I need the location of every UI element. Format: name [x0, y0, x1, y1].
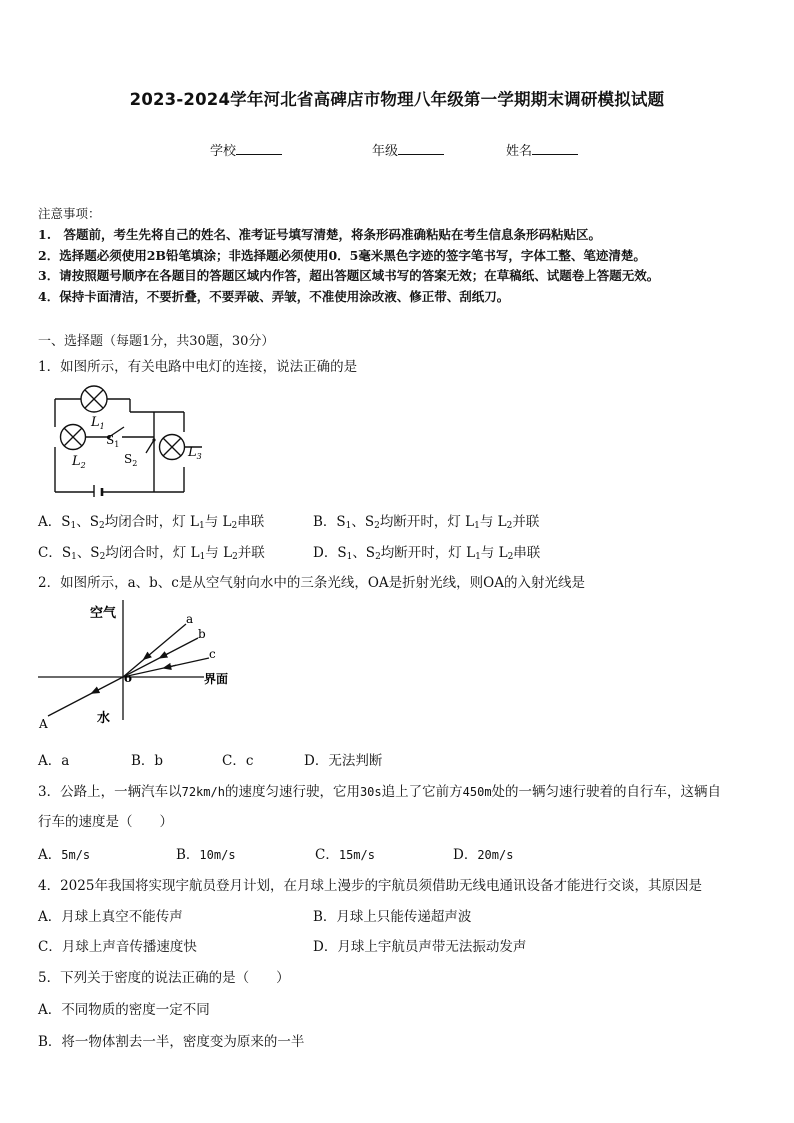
label-s1: $S_1$ — [106, 433, 120, 449]
q3-stem-line1: 3．公路上，一辆汽车以72km/h的速度匀速行驶，它用30s追上了它前方450m处的一辆匀速行驶着的自行车，这辆自 — [38, 784, 722, 800]
lamp-l1-icon — [81, 386, 107, 412]
q4-option-c: C．月球上声音传播速度快 — [38, 939, 197, 955]
label-b: b — [198, 627, 206, 641]
grade-label: 年级 — [372, 144, 399, 159]
lamp-l3-icon — [160, 435, 185, 460]
label-c: c — [209, 647, 216, 661]
lamp-l2-icon — [61, 425, 86, 450]
q3-option-c: C．15m/s — [315, 847, 375, 863]
label-water: 水 — [97, 711, 111, 726]
label-a: a — [186, 612, 194, 626]
q2-refraction-figure — [36, 600, 236, 735]
q3-stem-line2: 行车的速度是（ ） — [38, 814, 173, 830]
q1-option-c: C．$S_1$、$S_2$均闭合时，灯 $L_1$与 $L_2$并联 — [38, 545, 265, 562]
q1-circuit-figure — [44, 382, 224, 497]
q4-stem: 4．2025年我国将实现宇航员登月计划，在月球上漫步的宇航员须借助无线电通讯设备才能进行交谈，其原因是 — [38, 878, 702, 894]
note-item: 1. 答题前，考生先将自己的姓名、准考证号填写清楚，将条形码准确粘贴在考生信息条形码粘贴区。 — [38, 227, 602, 242]
label-l1: $L_1$ — [91, 415, 105, 431]
q5-option-a: A．不同物质的密度一定不同 — [38, 1002, 210, 1018]
label-l3: $L_3$ — [188, 445, 202, 461]
name-blank — [532, 144, 578, 155]
name-label: 姓名 — [506, 144, 533, 159]
q4-option-b: B．月球上只能传递超声波 — [313, 909, 472, 925]
q5-option-b: B．将一物体割去一半，密度变为原来的一半 — [38, 1034, 305, 1050]
q2-option-b: B．b — [131, 753, 164, 769]
label-s2: $S_2$ — [124, 452, 138, 468]
name-field — [506, 140, 578, 159]
q1-stem: 1．如图所示，有关电路中电灯的连接，说法正确的是 — [38, 359, 358, 375]
q2-option-a: A．a — [38, 753, 70, 769]
q3-option-a: A．5m/s — [38, 847, 91, 863]
q3-option-b: B．10m/s — [176, 847, 236, 863]
label-interface: 界面 — [204, 672, 229, 686]
label-l2: $L_2$ — [72, 454, 86, 470]
q1-option-b: B．$S_1$、$S_2$均断开时，灯 $L_1$与 $L_2$并联 — [313, 514, 540, 531]
school-field — [210, 140, 282, 159]
q5-stem: 5．下列关于密度的说法正确的是（ ） — [38, 970, 290, 986]
q2-option-c: C．c — [222, 753, 254, 769]
q1-option-d: D．$S_1$、$S_2$均断开时，灯 $L_1$与 $L_2$串联 — [313, 545, 541, 562]
page-title: 2023-2024学年河北省高碑店市物理八年级第一学期期末调研模拟试题 — [129, 90, 665, 109]
label-air: 空气 — [90, 606, 117, 621]
q4-option-a: A．月球上真空不能传声 — [38, 909, 183, 925]
q2-stem: 2．如图所示，a、b、c是从空气射向水中的三条光线，OA是折射光线，则OA的入射光线是 — [38, 575, 585, 591]
ray-a — [123, 624, 186, 677]
label-o: o — [124, 671, 133, 685]
grade-field — [372, 140, 444, 159]
ray-oa — [48, 677, 123, 716]
section-heading: 一、选择题（每题1分，共30题，30分） — [38, 334, 275, 349]
q1-option-a: A．$S_1$、$S_2$均闭合时，灯 $L_1$与 $L_2$串联 — [38, 514, 265, 531]
note-item: 2．选择题必须使用2B铅笔填涂；非选择题必须使用0．5毫米黑色字迹的签字笔书写，字体工整、笔迹清楚。 — [38, 248, 646, 263]
label-A: A — [39, 717, 48, 731]
notes-heading: 注意事项： — [38, 206, 101, 221]
q4-option-d: D．月球上宇航员声带无法振动发声 — [313, 939, 527, 955]
q2-option-d: D．无法判断 — [304, 753, 383, 769]
grade-blank — [398, 144, 444, 155]
note-item: 3．请按照题号顺序在各题目的答题区域内作答，超出答题区域书写的答案无效；在草稿纸、试题卷上答题无效。 — [38, 268, 660, 283]
q3-option-d: D．20m/s — [453, 847, 514, 863]
note-item: 4．保持卡面清洁，不要折叠，不要弄破、弄皱，不准使用涂改液、修正带、刮纸刀。 — [38, 289, 510, 304]
school-blank — [236, 144, 282, 155]
school-label: 学校 — [210, 144, 237, 159]
